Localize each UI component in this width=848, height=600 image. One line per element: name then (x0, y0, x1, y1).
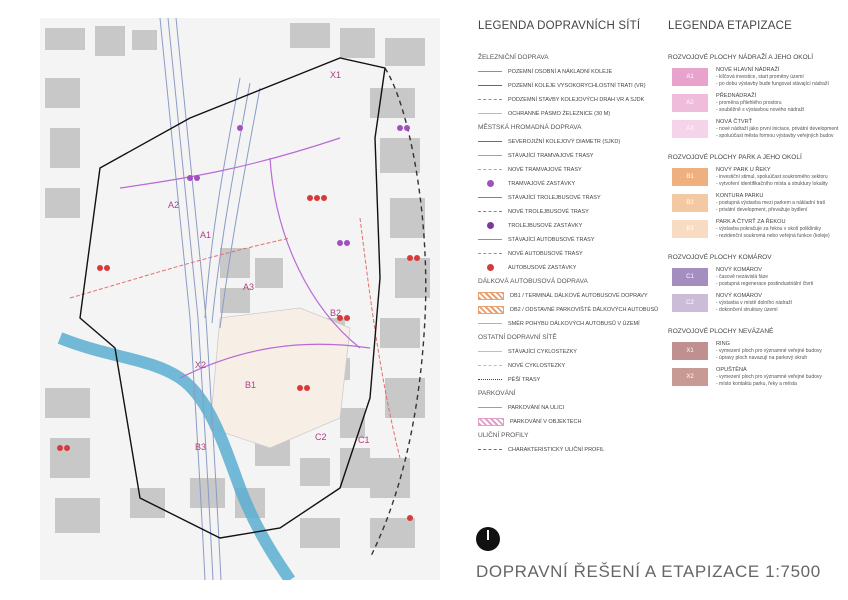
phase-title: NOVÁ ČTVRŤ (716, 119, 753, 125)
legend-label: CHARAKTERISTICKÝ ULIČNÍ PROFIL (508, 446, 605, 453)
legend-label: SEVEROJIŽNÍ KOLEJOVÝ DIAMETR (SJKD) (508, 138, 621, 145)
legend-row (478, 220, 582, 231)
legend-label: PARKOVÁNÍ NA ULICI (508, 404, 565, 411)
line-swatch-icon (478, 319, 502, 328)
phase-swatch: A2 (672, 94, 708, 112)
legend-row (478, 262, 576, 273)
legend-label: STÁVAJÍCÍ AUTOBUSOVÉ TRASY (508, 236, 595, 243)
line-icon (478, 407, 502, 408)
zone-label: A1 (200, 230, 212, 240)
line-swatch-icon (478, 109, 502, 118)
phase-group-title: ROZVOJOVÉ PLOCHY NEVÁZANÉ (668, 328, 774, 335)
legend-traffic (478, 20, 659, 453)
phase-swatch: C1 (672, 268, 708, 286)
line-swatch-icon (478, 67, 502, 76)
line-icon (478, 253, 502, 254)
phase-title: NOVÝ KOMÁROV (716, 267, 763, 273)
phase-description: - úpravy ploch navazují na parkový okruh (716, 355, 808, 361)
zone-label: A2 (168, 200, 180, 210)
phase-group-title: ROZVOJOVÉ PLOCHY PARK A JEHO OKOLÍ (668, 154, 802, 161)
phase-group-title: ROZVOJOVÉ PLOCHY NÁDRAŽÍ A JEHO OKOLÍ (668, 54, 814, 61)
line-swatch-icon (478, 347, 502, 356)
legend-label: SMĚR POHYBU DÁLKOVÝCH AUTOBUSŮ V ÚZEMÍ (508, 320, 640, 327)
legend-label: TRAMVAJOVÉ ZASTÁVKY (508, 180, 576, 187)
line-swatch-icon (478, 249, 502, 258)
legend-phases (668, 20, 848, 387)
zone-label: C1 (358, 435, 370, 445)
legend-row (478, 66, 612, 77)
phase-swatch: B1 (672, 168, 708, 186)
line-swatch-icon (478, 403, 502, 412)
hatch-swatch-icon (478, 418, 504, 426)
phase-swatch: A1 (672, 68, 708, 86)
zone-label: X2 (195, 360, 207, 370)
legend-traffic-title: LEGENDA DOPRAVNÍCH SÍTÍ (478, 20, 641, 32)
phase-title: PARK A ČTVRŤ ZA ŘEKOU (716, 219, 786, 225)
legend-row (478, 94, 644, 105)
legend-label: POZEMNÍ OSOBNÍ A NÁKLADNÍ KOLEJE (508, 68, 613, 75)
hatch-swatch-icon (478, 306, 504, 314)
phase-description: - vymezení ploch pro významné veřejné budovy (716, 348, 822, 354)
legend-row (478, 248, 583, 259)
phase-description: - proměna přilehlého prostoru (716, 100, 782, 106)
line-icon (478, 211, 502, 212)
phase-description: - dokončení struktury území (716, 307, 778, 313)
legend-row (478, 374, 540, 385)
line-swatch-icon (478, 361, 502, 370)
line-swatch-icon (478, 81, 502, 90)
phase-description: - klíčová investice, start proměny území (716, 74, 804, 80)
legend-label: TROLEJBUSOVÉ ZASTÁVKY (508, 222, 583, 229)
legend-row (478, 150, 593, 161)
phase-swatch: C2 (672, 294, 708, 312)
dot-icon (487, 180, 494, 187)
legend-section-title: ŽELEZNIČNÍ DOPRAVA (478, 54, 549, 61)
line-icon (478, 239, 502, 240)
phase-description: - privátní development, převažuje bydlení (716, 207, 808, 213)
legend-row (478, 164, 582, 175)
legend-label: STÁVAJÍCÍ TROLEJBUSOVÉ TRASY (508, 194, 601, 201)
site-map[interactable] (40, 18, 440, 580)
map-svg (40, 18, 440, 580)
legend-row (478, 402, 564, 413)
line-swatch-icon (478, 137, 502, 146)
phase-title: NOVÉ HLAVNÍ NÁDRAŽÍ (716, 67, 780, 73)
legend-row (478, 178, 575, 189)
legend-section-title: ULIČNÍ PROFILY (478, 432, 529, 439)
phase-title: KONTURA PARKU (716, 193, 764, 199)
legend-label: AUTOBUSOVÉ ZASTÁVKY (508, 264, 577, 271)
phase-description: - místo kontaktu parku, řeky a města (716, 381, 797, 387)
legend-section-title: OSTATNÍ DOPRAVNÍ SÍTĚ (478, 334, 557, 341)
legend-label: DB2 / ODSTAVNÉ PARKOVIŠTĚ DÁLKOVÝCH AUTOBUSŮ (510, 306, 659, 313)
line-swatch-icon (478, 165, 502, 174)
legend-row (478, 192, 601, 203)
line-swatch-icon (478, 193, 502, 202)
line-icon (478, 113, 502, 114)
zone-label: B3 (195, 442, 207, 452)
legend-section-title: DÁLKOVÁ AUTOBUSOVÁ DOPRAVA (478, 278, 588, 285)
legend-row (478, 304, 658, 315)
legend-label: NOVÉ TROLEJBUSOVÉ TRASY (508, 208, 589, 215)
zone-label: B2 (330, 308, 342, 318)
phase-description: - investiční stimul, spoluúčast soukromého sektoru (716, 174, 828, 180)
stop-dot-icon (478, 179, 502, 188)
line-icon (478, 365, 502, 366)
phase-swatch: B2 (672, 194, 708, 212)
line-icon (478, 169, 502, 170)
phase-swatch: A3 (672, 120, 708, 138)
legend-row (478, 234, 595, 245)
footer-title: DOPRAVNÍ ŘEŠENÍ A ETAPIZACE 1:7500 (476, 562, 821, 581)
legend-label: STÁVAJÍCÍ TRAMVAJOVÉ TRASY (508, 152, 594, 159)
phase-description: - spoluúčast města formou výstavby veřejných budov (716, 133, 834, 139)
line-swatch-icon (478, 151, 502, 160)
line-icon (478, 141, 502, 142)
line-icon (478, 323, 502, 324)
line-icon (478, 351, 502, 352)
phase-title: RING (716, 341, 730, 347)
phase-description: - po dobu výstavby bude fungovat stávající nádraží (716, 81, 829, 87)
line-swatch-icon (478, 95, 502, 104)
legend-label: NOVÉ TRAMVAJOVÉ TRASY (508, 166, 582, 173)
legend-section-title: MĚSTSKÁ HROMADNÁ DOPRAVA (478, 124, 582, 131)
park-area (210, 308, 350, 448)
line-icon (478, 155, 502, 156)
phase-description: - postupná regenerace postindustriální čtvrti (716, 281, 814, 287)
phase-description: - nové nádraží jako první iniciace, privátní development (716, 126, 839, 132)
hatch-swatch-icon (478, 292, 504, 300)
legend-row (478, 346, 577, 357)
phase-description: - rezidenční soukromá nebo veřejná funkce (koleje) (716, 233, 830, 239)
phase-title: OPUŠTĚNÁ (716, 367, 747, 373)
legend-row (478, 206, 589, 217)
phase-title: NOVÝ PARK U ŘEKY (716, 167, 771, 173)
stop-dot-icon (478, 263, 502, 272)
phase-title: PŘEDNÁDRAŽÍ (716, 93, 757, 99)
legend-label: PODZEMNÍ STAVBY KOLEJOVÝCH DRAH VR A SJDK (508, 96, 645, 103)
phase-swatch: B3 (672, 220, 708, 238)
line-swatch-icon (478, 375, 502, 384)
legend-row (478, 416, 581, 427)
phase-description: - časově nezávislá fáze (716, 274, 768, 280)
phase-description: - souběžně s výstavbou nového nádraží (716, 107, 805, 113)
legend-label: STÁVAJÍCÍ CYKLOSTEZKY (508, 348, 577, 355)
legend-label: POZEMNÍ KOLEJE VYSOKORYCHLOSTNÍ TRATI (VR) (508, 82, 646, 89)
line-icon (478, 197, 502, 198)
legend-row (478, 290, 648, 301)
zone-label: C2 (315, 432, 327, 442)
line-swatch-icon (478, 235, 502, 244)
legend-label: NOVÉ CYKLOSTEZKY (508, 362, 566, 369)
line-icon (478, 99, 502, 100)
line-icon (478, 85, 502, 86)
phase-description: - postupná výstavba mezi parkem a nákladní tratí (716, 200, 826, 206)
phase-swatch: X1 (672, 342, 708, 360)
zone-label: A3 (243, 282, 255, 292)
stop-dot-icon (478, 221, 502, 230)
legend-row (478, 360, 565, 371)
legend-section-title: PARKOVÁNÍ (478, 390, 516, 397)
line-swatch-icon (478, 207, 502, 216)
phase-description: - výstavba pokračuje za řekou v okolí polikliniky (716, 226, 822, 232)
legend-row (478, 444, 604, 455)
dot-icon (487, 222, 494, 229)
legend-label: OCHRANNÉ PÁSMO ŽELEZNICE (30 M) (508, 110, 611, 117)
phase-group-title: ROZVOJOVÉ PLOCHY KOMÁROV (668, 254, 772, 261)
legend-row (478, 136, 620, 147)
phase-description: - vytvoření identifikačního místa a struktury lokality (716, 181, 828, 187)
legend-row (478, 318, 640, 329)
phase-title: NOVÝ KOMÁROV (716, 293, 763, 299)
north-arrow-icon (476, 527, 500, 551)
phase-description: - vymezení ploch pro významné veřejné budovy (716, 374, 822, 380)
zone-label: X1 (330, 70, 342, 80)
line-icon (478, 379, 502, 380)
legend-phases-title: LEGENDA ETAPIZACE (668, 20, 792, 32)
legend-row (478, 80, 646, 91)
line-icon (478, 449, 502, 450)
line-swatch-icon (478, 445, 502, 454)
legend-label: PARKOVÁNÍ V OBJEKTECH (510, 418, 582, 425)
line-icon (478, 71, 502, 72)
legend-label: PĚŠÍ TRASY (508, 376, 541, 383)
phase-swatch: X2 (672, 368, 708, 386)
phase-description: - výstavba v místě dolního nádraží (716, 300, 793, 306)
dot-icon (487, 264, 494, 271)
legend-label: DB1 / TERMINÁL DÁLKOVÉ AUTOBUSOVÉ DOPRAVY (510, 292, 648, 299)
zone-label: B1 (245, 380, 257, 390)
legend-label: NOVÉ AUTOBUSOVÉ TRASY (508, 250, 583, 257)
legend-row (478, 108, 610, 119)
